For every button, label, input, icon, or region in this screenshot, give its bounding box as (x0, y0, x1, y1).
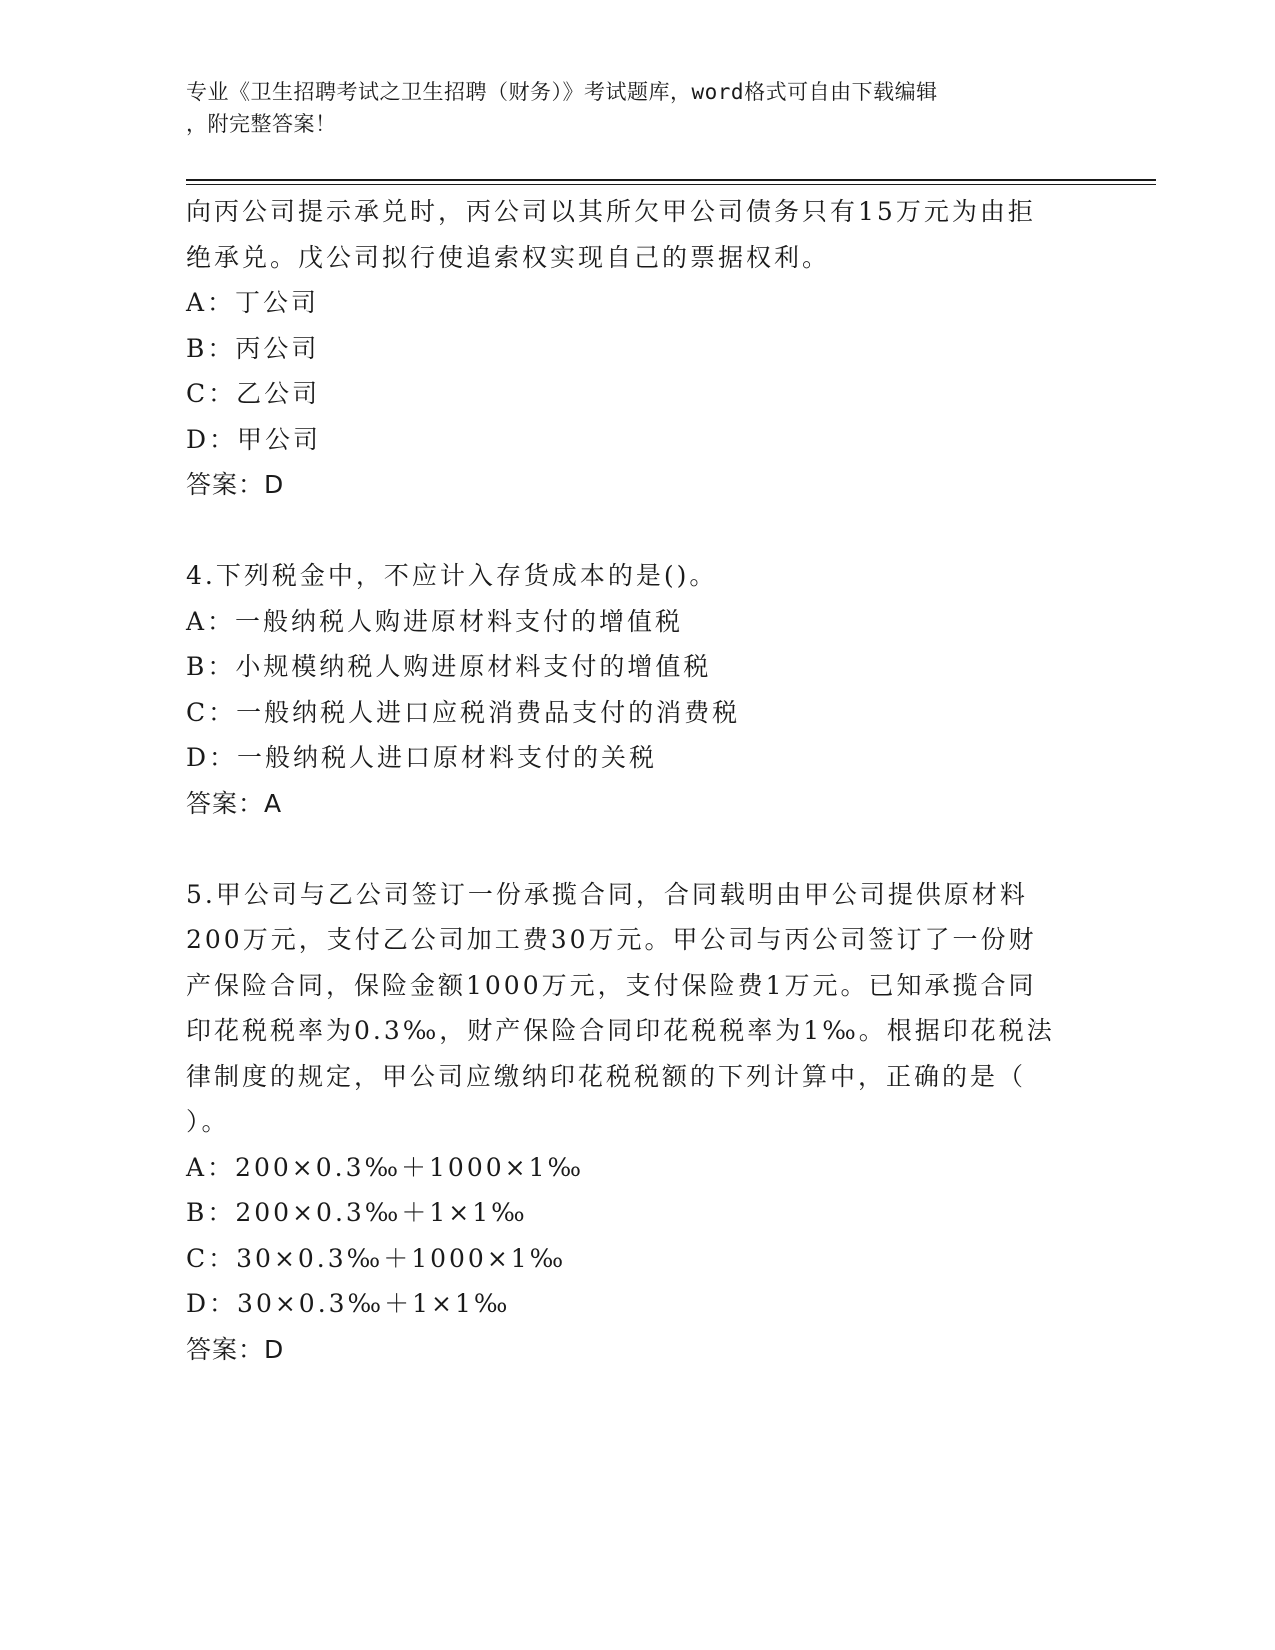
option-d: D：30×0.3‰＋1×1‰ (186, 1289, 511, 1318)
question-stem-line: 4.下列税金中，不应计入存货成本的是()。 (186, 561, 718, 590)
question-stem-line: 5.甲公司与乙公司签订一份承揽合同，合同载明由甲公司提供原材料 (186, 879, 1028, 909)
document-header (186, 76, 1066, 140)
question-stem-line: ）。 (186, 1107, 230, 1136)
question-stem-line: 律制度的规定，甲公司应缴纳印花税税额的下列计算中，正确的是（ (186, 1061, 1027, 1091)
question-5 (186, 872, 1086, 1373)
option-d: D：一般纳税人进口原材料支付的关税 (186, 743, 658, 772)
answer-line: 答案：A (186, 788, 283, 818)
question-list (186, 189, 1086, 1372)
header-title-line-2: ，附完整答案！ (186, 112, 337, 136)
answer-line: 答案：D (186, 470, 285, 499)
option-d: D：甲公司 (186, 424, 322, 454)
question-stem-line: 印花税税率为0.3‰，财产保险合同印花税税率为1‰。根据印花税法 (186, 1016, 1055, 1045)
option-a: A：一般纳税人购进原材料支付的增值税 (186, 606, 684, 636)
question-4 (186, 553, 1086, 826)
option-c: C：30×0.3‰＋1000×1‰ (186, 1243, 567, 1273)
option-a: A：丁公司 (186, 288, 320, 317)
option-b: B：小规模纳税人购进原材料支付的增值税 (186, 652, 712, 681)
header-divider-thick (186, 179, 1156, 181)
option-b: B：丙公司 (186, 333, 320, 363)
question-stem-line: 产保险合同，保险金额1000万元，支付保险费1万元。已知承揽合同 (186, 970, 1037, 1000)
question-stem-line: 200万元，支付乙公司加工费30万元。甲公司与丙公司签订了一份财 (186, 925, 1037, 954)
answer-line: 答案：D (186, 1334, 285, 1364)
option-c: C：一般纳税人进口应税消费品支付的消费税 (186, 697, 741, 727)
header-title-line-1: 专业《卫生招聘考试之卫生招聘（财务）》考试题库，word格式可自由下载编辑 (186, 80, 938, 104)
option-c: C：乙公司 (186, 379, 321, 408)
question-stem-line: 绝承兑。戊公司拟行使追索权实现自己的票据权利。 (186, 242, 831, 272)
question-stem-line: 向丙公司提示承兑时，丙公司以其所欠甲公司债务只有15万元为由拒 (186, 197, 1036, 226)
header-divider-thin (186, 184, 1156, 185)
question-3 (186, 189, 1086, 508)
question-spacer (186, 826, 1086, 872)
option-a: A：200×0.3‰＋1000×1‰ (186, 1152, 585, 1182)
option-b: B：200×0.3‰＋1×1‰ (186, 1198, 528, 1227)
question-spacer (186, 508, 1086, 554)
